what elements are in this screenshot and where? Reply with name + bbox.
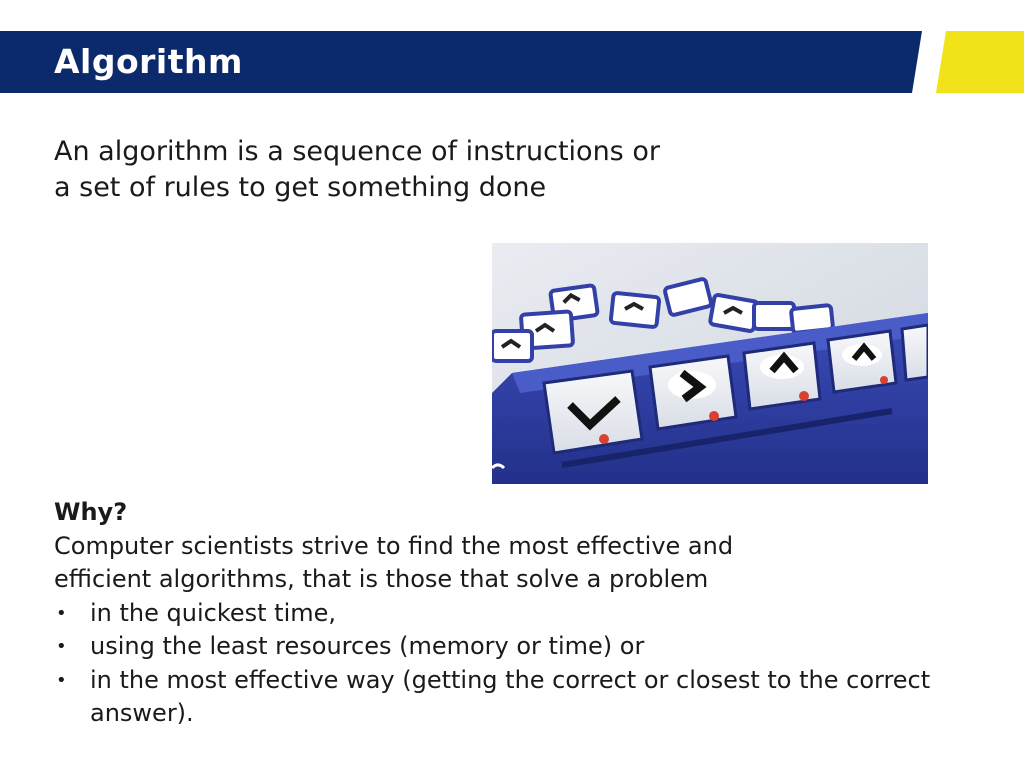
definition-text [54, 134, 814, 206]
definition-line-1: An algorithm is a sequence of instructions or [54, 136, 660, 167]
list-item [54, 597, 954, 631]
bullet-text: in the quickest time, [90, 598, 337, 627]
definition-line-2: a set of rules to get something done [54, 172, 547, 203]
slide-title: Algorithm [54, 42, 243, 81]
why-section [54, 496, 954, 731]
why-heading: Why? [54, 498, 128, 526]
bullet-icon: • [56, 602, 67, 624]
bullet-list [54, 597, 954, 731]
list-item [54, 664, 954, 731]
accent-stripe [936, 31, 1024, 93]
bullet-icon: • [56, 636, 67, 657]
bullet-text: using the least resources (memory or time) or [90, 632, 645, 660]
why-line-1: Computer scientists strive to find the most effective and [54, 531, 734, 560]
programmable-robot-photo [492, 243, 928, 484]
list-item [54, 630, 954, 664]
why-line-2: efficient algorithms, that is those that solve a problem [54, 565, 709, 593]
bullet-text: in the most effective way (getting the correct or closest to the correct answer). [90, 665, 931, 727]
bullet-icon: • [56, 669, 67, 691]
